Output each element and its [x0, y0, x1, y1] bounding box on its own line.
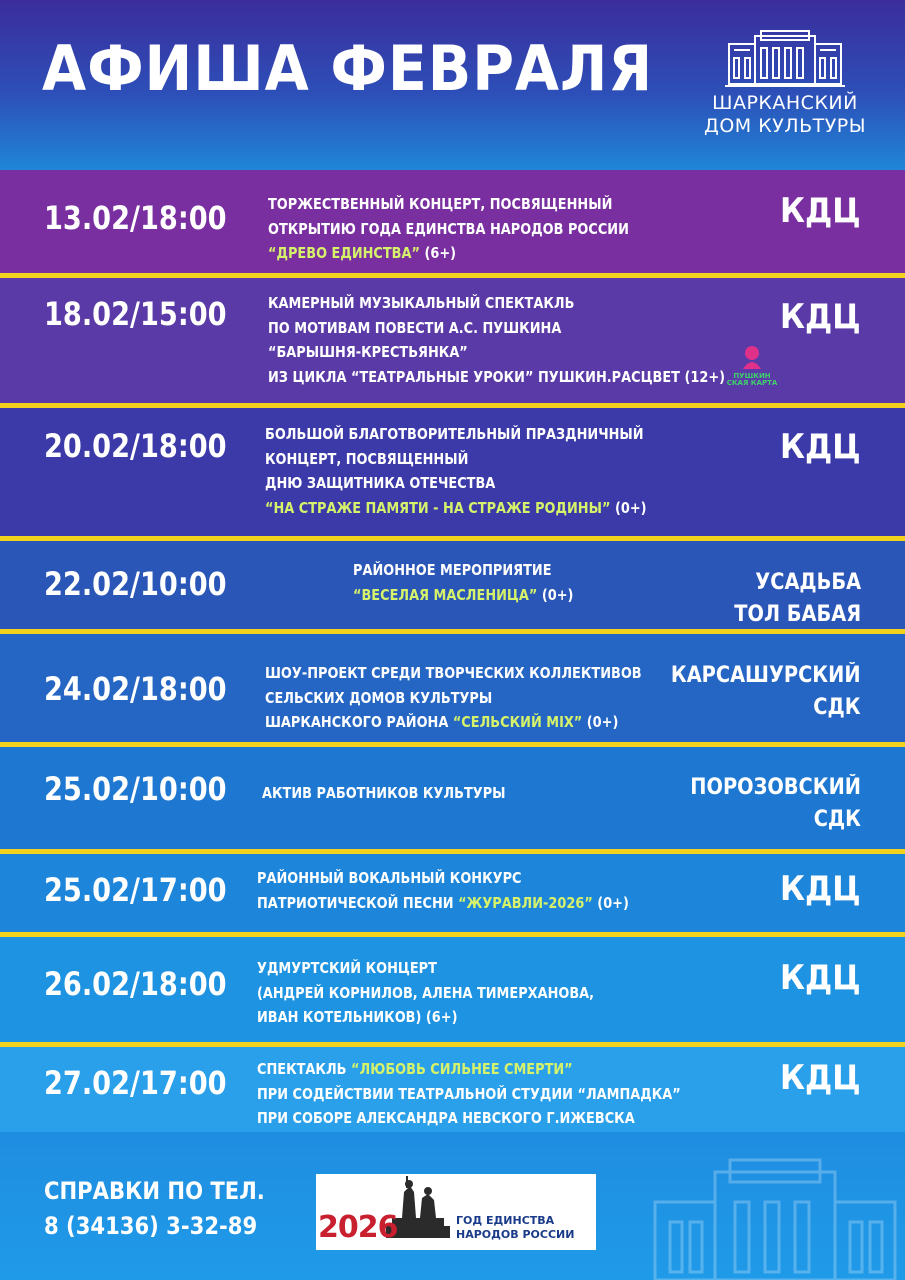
description-line [265, 686, 642, 711]
venue-line: КДЦ [780, 297, 861, 337]
event-venue [690, 772, 861, 836]
line-text: ИВАН КОТЕЛЬНИКОВ) (6+) [257, 1008, 458, 1026]
event-description [265, 661, 642, 735]
event-title-highlight: “СЕЛЬСКИЙ MIX” [452, 713, 583, 731]
event-row [0, 1047, 905, 1132]
line-text: СЕЛЬСКИХ ДОМОВ КУЛЬТУРЫ [265, 688, 493, 707]
venue-line: КДЦ [780, 958, 861, 998]
event-date: 13.02/18:00 [44, 199, 227, 237]
event-description [265, 422, 647, 520]
venue-line: КДЦ [780, 869, 861, 909]
event-venue [780, 869, 861, 909]
line-text: СПЕКТАКЛЬ [257, 1060, 351, 1078]
logo-line-2: ДОМ КУЛЬТУРЫ [703, 115, 867, 137]
description-line [257, 891, 629, 916]
venue-line: ПОРОЗОВСКИЙ [690, 775, 861, 800]
year-caption-line-2: НАРОДОВ РОССИИ [456, 1228, 575, 1241]
event-row [0, 541, 905, 629]
event-date: 27.02/17:00 [44, 1064, 227, 1102]
description-line [268, 217, 629, 242]
event-venue [780, 297, 861, 337]
description-line [257, 956, 594, 981]
description-line [268, 340, 725, 365]
line-text: ШАРКАНСКОГО РАЙОНА [265, 713, 453, 731]
year-caption [456, 1214, 574, 1242]
event-description [257, 866, 629, 915]
year-of-unity-badge [316, 1174, 596, 1250]
event-date: 24.02/18:00 [44, 670, 227, 708]
description-line [257, 1005, 594, 1030]
event-title-highlight: “НА СТРАЖЕ ПАМЯТИ - НА СТРАЖЕ РОДИНЫ” [265, 498, 611, 517]
line-text: КАМЕРНЫЙ МУЗЫКАЛЬНЫЙ СПЕКТАКЛЬ [268, 294, 575, 312]
line-text: БОЛЬШОЙ БЛАГОТВОРИТЕЛЬНЫЙ ПРАЗДНИЧНЫЙ [265, 425, 644, 443]
pushkin-card-text: ПУШКИН СКАЯ КАРТА [726, 372, 778, 387]
header [0, 0, 905, 170]
age-rating: (6+) [419, 244, 457, 262]
footer [0, 1132, 905, 1280]
event-row [0, 937, 905, 1042]
line-text: ПАТРИОТИЧЕСКОЙ ПЕСНИ [257, 893, 459, 912]
line-text: АКТИВ РАБОТНИКОВ КУЛЬТУРЫ [262, 784, 506, 802]
line-text: УДМУРТСКИЙ КОНЦЕРТ [257, 959, 437, 977]
line-text: КОНЦЕРТ, ПОСВЯЩЕННЫЙ [265, 449, 469, 468]
event-date: 22.02/10:00 [44, 565, 227, 603]
description-line [265, 496, 647, 521]
line-text: (АНДРЕЙ КОРНИЛОВ, АЛЕНА ТИМЕРХАНОВА, [257, 983, 595, 1002]
line-text: ТОРЖЕСТВЕННЫЙ КОНЦЕРТ, ПОСВЯЩЕННЫЙ [268, 195, 613, 213]
event-title-highlight: “ДРЕВО ЕДИНСТВА” [268, 244, 420, 262]
description-line [265, 661, 642, 686]
event-title-highlight: “ВЕСЕЛАЯ МАСЛЕНИЦА” [353, 585, 538, 604]
year-number: 2026 [318, 1210, 398, 1245]
description-line [262, 781, 506, 806]
venue-line: КАРСАШУРСКИЙ [671, 663, 861, 688]
event-description [268, 192, 629, 266]
description-line [265, 471, 647, 496]
venue-line: ТОЛ БАБАЯ [734, 602, 861, 627]
description-line [268, 365, 725, 390]
event-row [0, 747, 905, 849]
line-text: ОТКРЫТИЮ ГОДА ЕДИНСТВА НАРОДОВ РОССИИ [268, 219, 629, 238]
description-line [265, 710, 642, 735]
age-rating: (0+) [610, 498, 647, 517]
line-text: РАЙОННЫЙ ВОКАЛЬНЫЙ КОНКУРС [257, 869, 522, 887]
age-rating: (0+) [592, 893, 629, 912]
venue-line: СДК [813, 695, 861, 720]
event-venue [780, 958, 861, 998]
description-line [265, 422, 647, 447]
age-rating: (0+) [537, 585, 574, 604]
event-date: 20.02/18:00 [44, 427, 227, 465]
event-date: 25.02/17:00 [44, 871, 227, 909]
description-line [257, 1082, 681, 1107]
pushkin-card-badge [724, 345, 780, 391]
venue-line: КДЦ [780, 1058, 861, 1098]
page-title: АФИША ФЕВРАЛЯ [42, 32, 654, 105]
event-title-highlight: “ЖУРАВЛИ-2026” [458, 893, 593, 912]
event-title-highlight: “ЛЮБОВЬ СИЛЬНЕЕ СМЕРТИ” [350, 1060, 573, 1078]
pushkin-portrait-icon [741, 345, 763, 369]
event-venue [780, 1058, 861, 1098]
phone-number: 8 (34136) 3-32-89 [44, 1212, 258, 1240]
description-line [268, 316, 725, 341]
event-venue [780, 191, 861, 231]
event-description [268, 291, 725, 389]
line-text: ШОУ-ПРОЕКТ СРЕДИ ТВОРЧЕСКИХ КОЛЛЕКТИВОВ [265, 664, 642, 682]
description-line [257, 866, 629, 891]
event-row [0, 408, 905, 536]
description-line [353, 583, 573, 608]
description-line [268, 241, 629, 266]
event-row [0, 854, 905, 932]
building-silhouette-icon [650, 1152, 905, 1280]
event-venue [734, 567, 861, 631]
venue-line: УСАДЬБА [755, 570, 861, 595]
event-description [353, 558, 573, 607]
description-line [257, 1057, 681, 1082]
event-venue [671, 660, 861, 724]
line-text: ДНЮ ЗАЩИТНИКА ОТЕЧЕСТВА [265, 474, 496, 492]
venue-line: КДЦ [780, 427, 861, 467]
description-line [353, 558, 573, 583]
event-row [0, 634, 905, 742]
venue-line: СДК [813, 807, 861, 832]
event-date: 25.02/10:00 [44, 770, 227, 808]
age-rating: (0+) [582, 713, 619, 731]
line-text: “БАРЫШНЯ-КРЕСТЬЯНКА” [268, 343, 468, 361]
logo [700, 30, 870, 145]
description-line [268, 291, 725, 316]
line-text: РАЙОННОЕ МЕРОПРИЯТИЕ [353, 561, 552, 579]
line-text: ПРИ СОБОРЕ АЛЕКСАНДРА НЕВСКОГО Г.ИЖЕВСКА [257, 1109, 635, 1127]
line-text: ПО МОТИВАМ ПОВЕСТИ А.С. ПУШКИНА [268, 318, 562, 337]
logo-line-1: ШАРКАНСКИЙ [712, 92, 858, 114]
event-description [262, 781, 506, 806]
description-line [257, 981, 594, 1006]
event-date: 18.02/15:00 [44, 295, 227, 333]
venue-line: КДЦ [780, 191, 861, 231]
year-caption-line-1: ГОД ЕДИНСТВА [456, 1214, 555, 1227]
description-line [257, 1106, 681, 1131]
building-icon [725, 30, 845, 88]
event-description [257, 1057, 681, 1131]
event-description [257, 956, 594, 1030]
event-venue [780, 427, 861, 467]
description-line [265, 447, 647, 472]
line-text: ПРИ СОДЕЙСТВИИ ТЕАТРАЛЬНОЙ СТУДИИ “ЛАМПАДКА” [257, 1084, 681, 1103]
event-row [0, 170, 905, 273]
event-date: 26.02/18:00 [44, 965, 227, 1003]
description-line [268, 192, 629, 217]
line-text: ИЗ ЦИКЛА “ТЕАТРАЛЬНЫЕ УРОКИ” ПУШКИН.РАСЦВЕТ (12+) [268, 367, 726, 386]
phone-label: СПРАВКИ ПО ТЕЛ. [44, 1177, 265, 1205]
